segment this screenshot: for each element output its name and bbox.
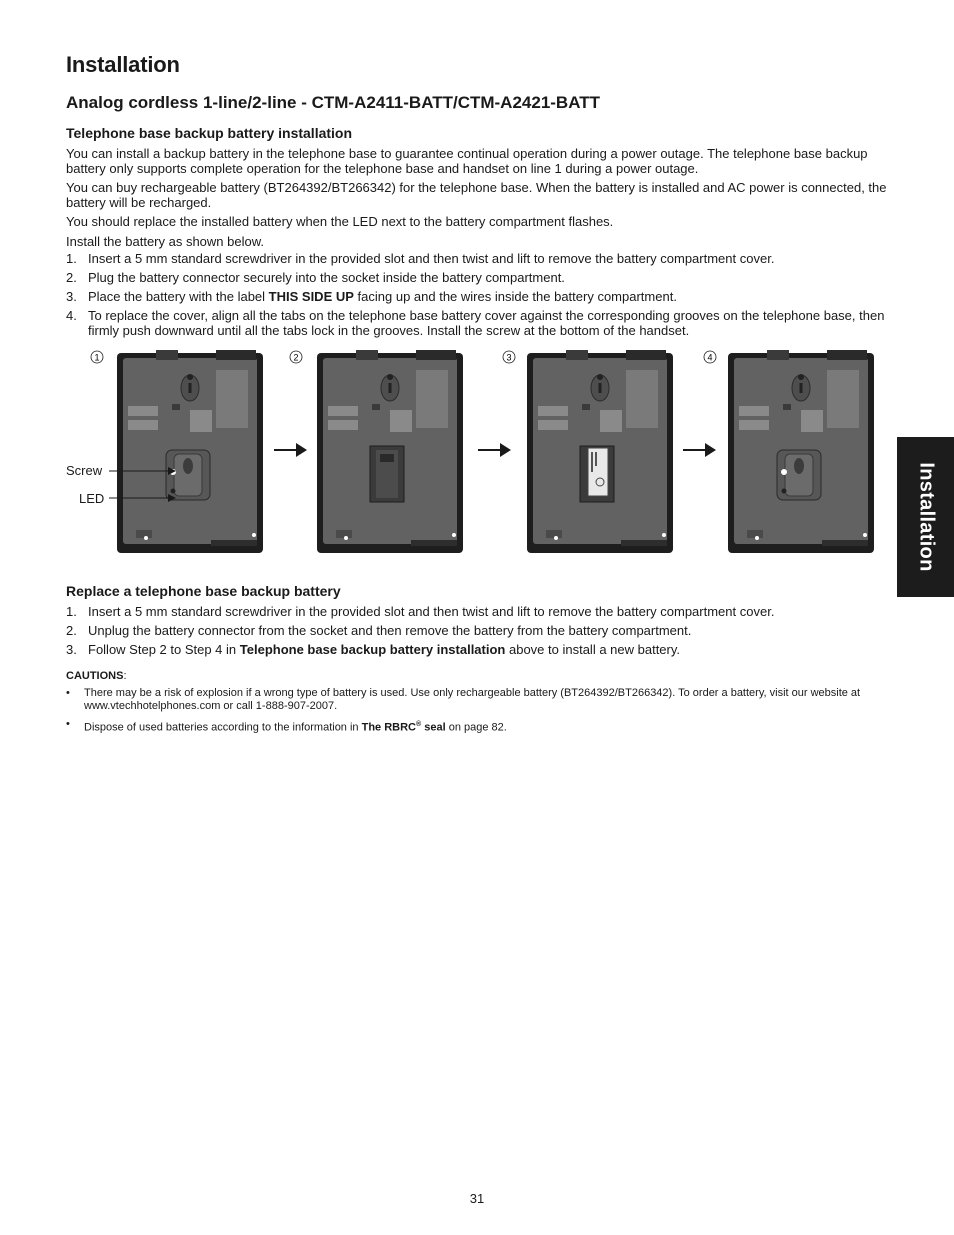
step-text: Insert a 5 mm standard screwdriver in the provided slot and then twist and lift to remove the battery compartment cover. xyxy=(88,604,775,619)
device-figure-cover-removed xyxy=(116,350,264,556)
step-number: 1. xyxy=(66,251,77,266)
step-marker-text: 4 xyxy=(707,352,713,363)
cautions-heading-colon: : xyxy=(123,670,127,682)
callout-leader-lines xyxy=(108,460,178,506)
replace-subtitle: Replace a telephone base backup battery xyxy=(66,583,341,599)
step-marker-2 xyxy=(289,350,303,364)
step-number: 1. xyxy=(66,604,77,619)
step-text-pre: Place the battery with the label xyxy=(88,289,269,304)
step-marker-3 xyxy=(502,350,516,364)
install-steps xyxy=(66,251,888,338)
caution-text-post: on page 82. xyxy=(445,721,507,734)
arrow-icon xyxy=(478,440,512,460)
side-tab-label: Installation xyxy=(915,462,937,572)
led-callout-label: LED xyxy=(79,491,105,506)
device-figure-battery-compartment xyxy=(316,350,464,556)
device-figure-battery-installed xyxy=(526,350,674,556)
step-text-bold: THIS SIDE UP xyxy=(268,289,354,304)
step-text: Unplug the battery connector from the socket and then remove the battery from the battery compartment. xyxy=(88,623,692,638)
step-marker-4 xyxy=(703,350,717,364)
page-number: 31 xyxy=(469,1191,485,1206)
screw-callout-label: Screw xyxy=(66,463,103,478)
section-side-tab xyxy=(897,437,954,597)
step-number: 3. xyxy=(66,642,77,657)
step-text: To replace the cover, align all the tabs on the telephone base battery cover against the corresponding grooves on the telephone base, then firmly push downward until all the tabs lock in the grooves. Install the screw at the bottom of the handset. xyxy=(88,308,885,338)
install-lead: Install the battery as shown below. xyxy=(66,234,265,249)
cautions-heading-text: CAUTIONS xyxy=(66,670,124,682)
intro-paragraph: You can install a backup battery in the telephone base to guarantee continual operation during a power outage. The telephone base backup battery only supports complete operation for the telephone base and handset on line 1 during a power outage. xyxy=(66,146,868,176)
caution-text-pre: Dispose of used batteries according to the information in xyxy=(84,721,362,734)
step-text: Plug the battery connector securely into the socket inside the battery compartment. xyxy=(88,270,565,285)
step-text-post: facing up and the wires inside the battery compartment. xyxy=(353,289,677,304)
caution-text: There may be a risk of explosion if a wrong type of battery is used. Use only rechargeable battery (BT264392/BT266342). To order a battery, visit our website at www.vtechhotelphones.com or call 1-888-907-2007. xyxy=(84,687,861,712)
device-figure-cover-replaced xyxy=(727,350,875,556)
step-number: 4. xyxy=(66,308,77,323)
replace-step xyxy=(66,604,888,619)
arrow-icon xyxy=(683,440,717,460)
bullet-symbol: • xyxy=(66,687,70,699)
install-step xyxy=(66,289,888,304)
step-number: 3. xyxy=(66,289,77,304)
bullet-symbol: • xyxy=(66,718,70,730)
step-marker-1 xyxy=(90,350,104,364)
caution-text-bold: The RBRC xyxy=(361,721,416,734)
step-text-post: above to install a new battery. xyxy=(505,642,681,657)
section-title: Analog cordless 1-line/2-line - CTM-A2411-BATT/CTM-A2421-BATT xyxy=(66,93,600,112)
caution-text-bold-2: seal xyxy=(421,721,446,734)
install-step xyxy=(66,308,888,338)
step-marker-text: 1 xyxy=(94,352,100,363)
replace-steps xyxy=(66,604,888,657)
step-marker-text: 3 xyxy=(506,352,512,363)
install-step xyxy=(66,270,888,285)
step-text-bold: Telephone base backup battery installation xyxy=(239,642,506,657)
caution-item xyxy=(66,718,888,735)
arrow-icon xyxy=(274,440,308,460)
cautions-heading xyxy=(66,670,127,682)
step-number: 2. xyxy=(66,270,77,285)
install-step xyxy=(66,251,888,266)
battery-paragraph: You can buy rechargeable battery (BT264392/BT266342) for the telephone base. When the battery is installed and AC power is connected, the battery will be recharged. xyxy=(66,180,887,210)
led-paragraph: You should replace the installed battery when the LED next to the battery compartment flashes. xyxy=(66,214,614,229)
step-text-pre: Follow Step 2 to Step 4 in xyxy=(88,642,240,657)
replace-step xyxy=(66,623,888,638)
registered-mark: ® xyxy=(416,721,422,728)
install-subtitle: Telephone base backup battery installation xyxy=(66,125,353,141)
step-number: 2. xyxy=(66,623,77,638)
step-text: Insert a 5 mm standard screwdriver in the provided slot and then twist and lift to remove the battery compartment cover. xyxy=(88,251,775,266)
step-marker-text: 2 xyxy=(293,352,299,363)
caution-item xyxy=(66,687,888,713)
replace-step xyxy=(66,642,888,657)
page-title: Installation xyxy=(66,52,180,77)
